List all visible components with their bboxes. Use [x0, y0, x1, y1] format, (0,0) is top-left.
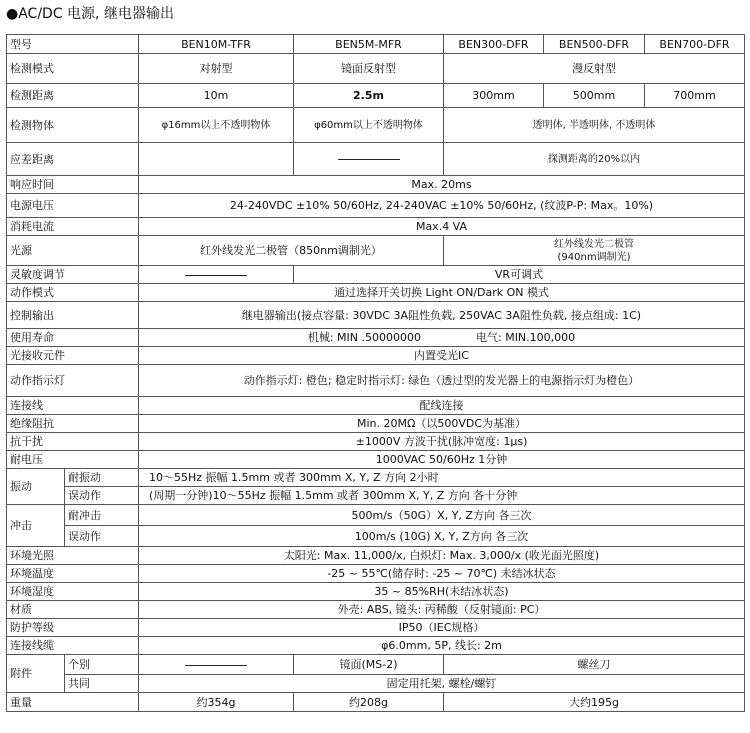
row-shock-2 [7, 526, 745, 547]
mode-thru: 对射型 [139, 54, 294, 84]
row-vibration-1 [7, 469, 745, 487]
indicator-value: 动作指示灯: 橙色; 稳定时指示灯: 绿色（透过型的发光器上的电源指示灯为橙色） [139, 365, 745, 397]
light-c3-line1: 红外线发光二极管 [554, 238, 634, 250]
weight-c3: 大约195g [444, 693, 745, 712]
distance-c3: 300mm [444, 84, 544, 108]
row-mode [7, 54, 745, 84]
row-shock-1 [7, 505, 745, 526]
row-response [7, 176, 745, 194]
row-vibration-2 [7, 487, 745, 505]
label-distance: 检测距离 [7, 84, 139, 108]
withstand-value: 1000VAC 50/60Hz 1分钟 [139, 451, 745, 469]
row-indicator [7, 365, 745, 397]
vibration-val1: 10～55Hz 振幅 1.5mm 或者 300mm X, Y, Z 方向 2小时 [139, 469, 745, 487]
shock-val2: 100m/s (10G) X, Y, Z方向 各三次 [139, 526, 745, 547]
temperature-value: -25 ~ 55℃(储存时: -25 ~ 70℃) 未结冰状态 [139, 565, 745, 583]
hysteresis-dash [294, 143, 444, 176]
row-distance [7, 84, 745, 108]
noise-value: ±1000V 方波干扰(脉冲宽度: 1μs) [139, 433, 745, 451]
accessory-screwdriver: 螺丝刀 [444, 655, 745, 675]
row-connection [7, 397, 745, 415]
model-ben10m: BEN10M-TFR [139, 35, 294, 54]
row-action-mode [7, 284, 745, 302]
object-c3: 透明体, 半透明体, 不透明体 [444, 108, 745, 143]
mode-diffuse: 漫反射型 [444, 54, 745, 84]
label-current: 消耗电流 [7, 218, 139, 236]
row-receiver [7, 347, 745, 365]
row-hysteresis [7, 143, 745, 176]
label-mode: 检测模式 [7, 54, 139, 84]
label-vibration: 振动 [7, 469, 65, 505]
label-accessory: 附件 [7, 655, 65, 693]
shock-val1: 500m/s（50G）X, Y, Z方向 各三次 [139, 505, 745, 526]
vibration-sub1: 耐振动 [65, 469, 139, 487]
distance-c1: 10m [139, 84, 294, 108]
protection-value: IP50（IEC规格） [139, 619, 745, 637]
accessory-sub2: 共同 [65, 675, 139, 693]
receiver-value: 内置受光IC [139, 347, 745, 365]
row-cable [7, 637, 745, 655]
model-ben300: BEN300-DFR [444, 35, 544, 54]
label-shock: 冲击 [7, 505, 65, 547]
life-elec: 电气: MIN.100,000 [476, 331, 576, 344]
life-value [139, 329, 745, 347]
weight-c1: 约354g [139, 693, 294, 712]
material-value: 外壳: ABS, 镜头: 丙稀酸（反射镜面: PC） [139, 601, 745, 619]
sensitivity-dash [139, 266, 294, 284]
sensitivity-value: VR可调式 [294, 266, 745, 284]
row-humidity [7, 583, 745, 601]
label-life: 使用寿命 [7, 329, 139, 347]
row-material [7, 601, 745, 619]
row-temperature [7, 565, 745, 583]
life-mech: 机械: MIN .50000000 [307, 331, 421, 344]
light-c12: 红外线发光二极管（850nm调制光） [139, 236, 444, 266]
row-control [7, 302, 745, 329]
hysteresis-value: 探测距离的20%以内 [444, 143, 745, 176]
object-c1: φ16mm以上不透明物体 [139, 108, 294, 143]
label-response: 响应时间 [7, 176, 139, 194]
row-accessory-1 [7, 655, 745, 675]
label-object: 检测物体 [7, 108, 139, 143]
accessory-sub1: 个别 [65, 655, 139, 675]
label-ambient-light: 环境光照 [7, 547, 139, 565]
vibration-sub2: 误动作 [65, 487, 139, 505]
label-noise: 抗干扰 [7, 433, 139, 451]
label-action-mode: 动作模式 [7, 284, 139, 302]
current-value: Max.4 VA [139, 218, 745, 236]
label-control: 控制输出 [7, 302, 139, 329]
control-value: 继电器输出(接点容量: 30VDC 3A阻性负载, 250VAC 3A阻性负载, 接点组成: 1C) [139, 302, 745, 329]
vibration-val2: (周期一分钟)10～55Hz 振幅 1.5mm 或者 300mm X, Y, Z 方向 各十分钟 [139, 487, 745, 505]
row-current [7, 218, 745, 236]
label-connection: 连接线 [7, 397, 139, 415]
humidity-value: 35 ~ 85%RH(未结冰状态) [139, 583, 745, 601]
accessory-common: 固定用托架, 螺栓/螺钉 [139, 675, 745, 693]
label-withstand: 耐电压 [7, 451, 139, 469]
row-power [7, 194, 745, 218]
row-light [7, 236, 745, 266]
dash-line [185, 665, 247, 666]
label-insulation: 绝缘阻抗 [7, 415, 139, 433]
dash-line [185, 275, 247, 276]
weight-c2: 约208g [294, 693, 444, 712]
distance-c5: 700mm [645, 84, 745, 108]
shock-sub2: 误动作 [65, 526, 139, 547]
row-withstand [7, 451, 745, 469]
label-power: 电源电压 [7, 194, 139, 218]
label-material: 材质 [7, 601, 139, 619]
label-sensitivity: 灵敏度调节 [7, 266, 139, 284]
accessory-dash [139, 655, 294, 675]
dash-line [338, 159, 400, 160]
label-indicator: 动作指示灯 [7, 365, 139, 397]
label-light: 光源 [7, 236, 139, 266]
light-c3-line2: (940nm调制光) [557, 251, 631, 263]
label-weight: 重量 [7, 693, 139, 712]
label-model: 型号 [7, 35, 139, 54]
page-title: ●AC/DC 电源, 继电器输出 [6, 6, 174, 22]
row-accessory-2 [7, 675, 745, 693]
distance-c4: 500mm [544, 84, 645, 108]
row-insulation [7, 415, 745, 433]
spec-table [6, 34, 745, 712]
row-noise [7, 433, 745, 451]
hysteresis-empty [139, 143, 294, 176]
row-life [7, 329, 745, 347]
row-ambient-light [7, 547, 745, 565]
row-sensitivity [7, 266, 745, 284]
row-object [7, 108, 745, 143]
connection-value: 配线连接 [139, 397, 745, 415]
ambient-light-value: 太阳光: Max. 11,000/x, 白炽灯: Max. 3,000/x (收光面光照度) [139, 547, 745, 565]
row-model [7, 35, 745, 54]
action-mode-value: 通过选择开关切换 Light ON/Dark ON 模式 [139, 284, 745, 302]
label-hysteresis: 应差距离 [7, 143, 139, 176]
accessory-mirror: 镜面(MS-2) [294, 655, 444, 675]
label-protection: 防护等级 [7, 619, 139, 637]
model-ben5m: BEN5M-MFR [294, 35, 444, 54]
distance-c2: 2.5m [294, 84, 444, 108]
response-value: Max. 20ms [139, 176, 745, 194]
label-cable: 连接线缆 [7, 637, 139, 655]
row-weight [7, 693, 745, 712]
power-value: 24-240VDC ±10% 50/60Hz, 24-240VAC ±10% 50/60Hz, (纹波P-P: Max。10%) [139, 194, 745, 218]
cable-value: φ6.0mm, 5P, 线长: 2m [139, 637, 745, 655]
insulation-value: Min. 20MΩ（以500VDC为基准） [139, 415, 745, 433]
shock-sub1: 耐冲击 [65, 505, 139, 526]
label-temperature: 环境温度 [7, 565, 139, 583]
label-receiver: 光接收元件 [7, 347, 139, 365]
model-ben500: BEN500-DFR [544, 35, 645, 54]
row-protection [7, 619, 745, 637]
light-c3 [444, 236, 745, 266]
object-c2: φ60mm以上不透明物体 [294, 108, 444, 143]
model-ben700: BEN700-DFR [645, 35, 745, 54]
mode-mirror: 镜面反射型 [294, 54, 444, 84]
label-humidity: 环境湿度 [7, 583, 139, 601]
